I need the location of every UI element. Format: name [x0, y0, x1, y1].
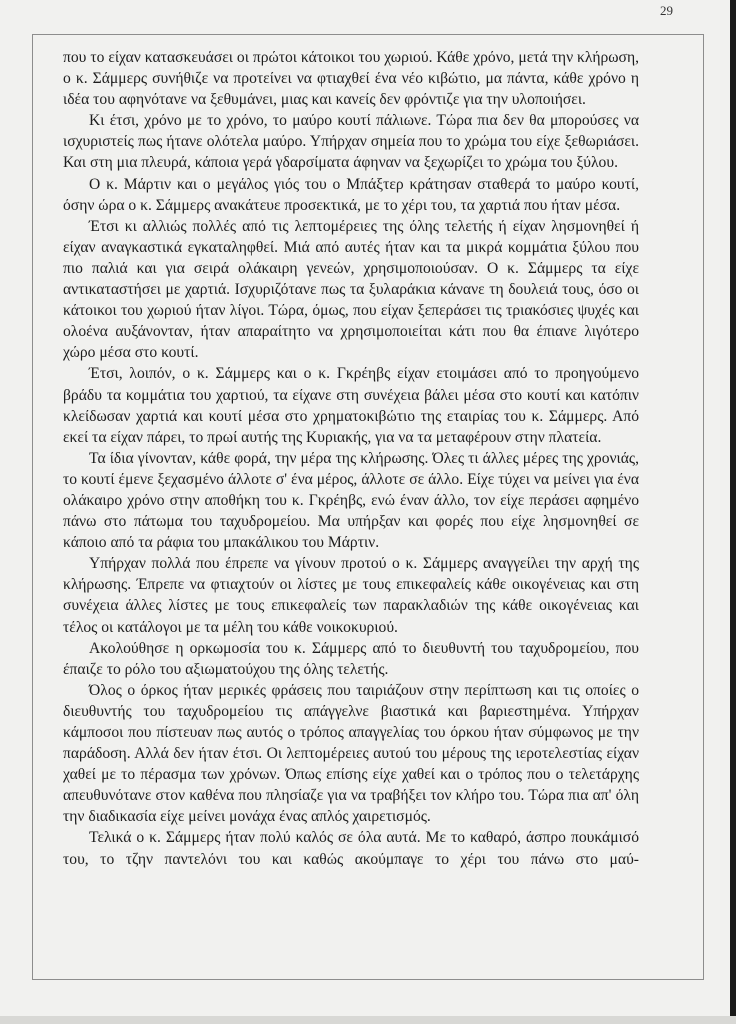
page-number: 29	[660, 3, 673, 18]
scan-edge-right	[730, 0, 736, 1024]
paragraph: που το είχαν κατασκευάσει οι πρώτοι κάτοικοι του χωριού. Κάθε χρόνο, μετά την κλήρωση, ο κ. Σάμμερς συνήθιζε να προτείνει να φτιαχθεί ένα νέο κιβώτιο, μα πάντα, κάθε χρόνο η ιδέα του αφηνότανε να ξεθυμάνει, μιας και κανείς δεν φρόντιζε για την υλοποιήσει.	[63, 49, 639, 109]
body-text	[63, 47, 639, 870]
paragraph: Όλος ο όρκος ήταν μερικές φράσεις που ταιριάζουν στην περίπτωση και τις οποίες ο διευθυντής του ταχυδρομείου τις απάγγελνε βιαστικά και βαριεστημένα. Υπήρχαν κάμποσοι που πίστευαν πως αυτός ο τρόπος απαγγελίας του όρκου ήταν σύμφωνος με την παράδοση. Αλλά δεν ήταν έτσι. Οι λεπτομέρειες αυτού του μέρους της ιεροτελεστίας είχαν χαθεί με το πέρασμα των χρόνων. Όπως επίσης είχε χαθεί και ο τρόπος που ο τελετάρχης απευθυνότανε στον καθένα που πλησίαζε για να τραβήξει τον κλήρο του. Τώρα πια απ' όλη την διαδικασία είχε μείνει μονάχα ένας απλός χαιρετισμός.	[63, 681, 639, 826]
paragraph: Ο κ. Μάρτιν και ο μεγάλος γιός του ο Μπάξτερ κράτησαν σταθερά το μαύρο κουτί, όσην ώρα ο κ. Σάμμερς ανακάτευε προσεκτικά, με το χέρι του, τα χαρτιά που ήταν μέσα.	[63, 175, 639, 214]
scan-edge-bottom	[0, 1016, 736, 1024]
paragraph: Υπήρχαν πολλά που έπρεπε να γίνουν προτού ο κ. Σάμμερς αναγγείλει την αρχή της κλήρωσης. Έπρεπε να φτιαχτούν οι λίστες με τους επικεφαλείς κάθε οικογένειας και στη συνέχεια άλλες λίστες με τους επικεφαλείς των παρακλαδιών της κάθε οικογένειας και τέλος οι κατάλογοι με τα μέλη του κάθε νοικοκυριού.	[63, 555, 639, 636]
paragraph: Κι έτσι, χρόνο με το χρόνο, το μαύρο κουτί πάλιωνε. Τώρα πια δεν θα μπορούσες να ισχυριστείς πως ήτανε ολότελα μαύρο. Υπήρχαν σημεία που το χρώμα του είχε ξεθωριάσει. Και στη μια πλευρά, κάποια γερά γδαρσίματα άφηναν να ξεχωρίζει το χρώμα του ξύλου.	[63, 112, 639, 172]
paragraph: Ακολούθησε η ορκωμοσία του κ. Σάμμερς από το διευθυντή του ταχυδρομείου, που έπαιζε το ρόλο του αξιωματούχου της όλης τελετής.	[63, 639, 639, 678]
paragraph: Έτσι, λοιπόν, ο κ. Σάμμερς και ο κ. Γκρέηβς είχαν ετοιμάσει από το προηγούμενο βράδυ τα κομμάτια του χαρτιού, τα είχανε στη συνέχεια βάλει μέσα στο κουτί και κατόπιν κλείδωσαν χαρτιά και κουτί μέσα στο χρηματοκιβώτιο της εταιρίας του κ. Σάμμερς. Από εκεί τα είχαν πάρει, το πρωί αυτής της Κυριακής, για να τα μεταφέρουν στην πλατεία.	[63, 365, 639, 446]
paragraph: Έτσι κι αλλιώς πολλές από τις λεπτομέρειες της όλης τελετής ή είχαν λησμονηθεί ή είχαν αναγκαστικά εγκαταληφθεί. Μιά από αυτές ήταν και τα μικρά κομμάτια ξύλου που πιο παλιά και για σειρά ολάκαιρη γενεών, χρησιμοποιούσαν. Ο κ. Σάμμερς τα είχε αντικαταστήσει με χαρτιά. Ισχυριζότανε πως τα ξυλαράκια κάνανε τη δουλειά τους, όσο οι κάτοικοι του χωριού ήταν λίγοι. Τώρα, όμως, που είχαν ξεπεράσει τις τριακόσιες ψυχές και ολοένα αυξάνονταν, ήταν απαραίτητο να χρησιμοποιείται κάτι που θα έπιανε λιγότερο χώρο μέσα στο κουτί.	[63, 217, 639, 362]
paragraph: Τα ίδια γίνονταν, κάθε φορά, την μέρα της κλήρωσης. Όλες τι άλλες μέρες της χρονιάς, το κουτί έμενε ξεχασμένο άλλοτε σ' ένα μέρος, άλλοτε σε άλλο. Είχε τύχει να μείνει για ένα ολάκαιρο χρόνο στην αποθήκη του κ. Γκρέηβς, ενώ έναν άλλο, τον είχε περάσει αφημένο πάνω στο πάτωμα του ταχυδρομείου. Μα υπήρξαν και φορές που είχε λησμονηθεί σε κάποιο από τα ράφια του μπακάλικου του Μάρτιν.	[63, 449, 639, 552]
paragraph: Τελικά ο κ. Σάμμερς ήταν πολύ καλός σε όλα αυτά. Με το καθαρό, άσπρο πουκάμισό του, το τζην παντελόνι του και καθώς ακούμπαγε το χέρι του πάνω στο μαύ-	[63, 829, 639, 868]
